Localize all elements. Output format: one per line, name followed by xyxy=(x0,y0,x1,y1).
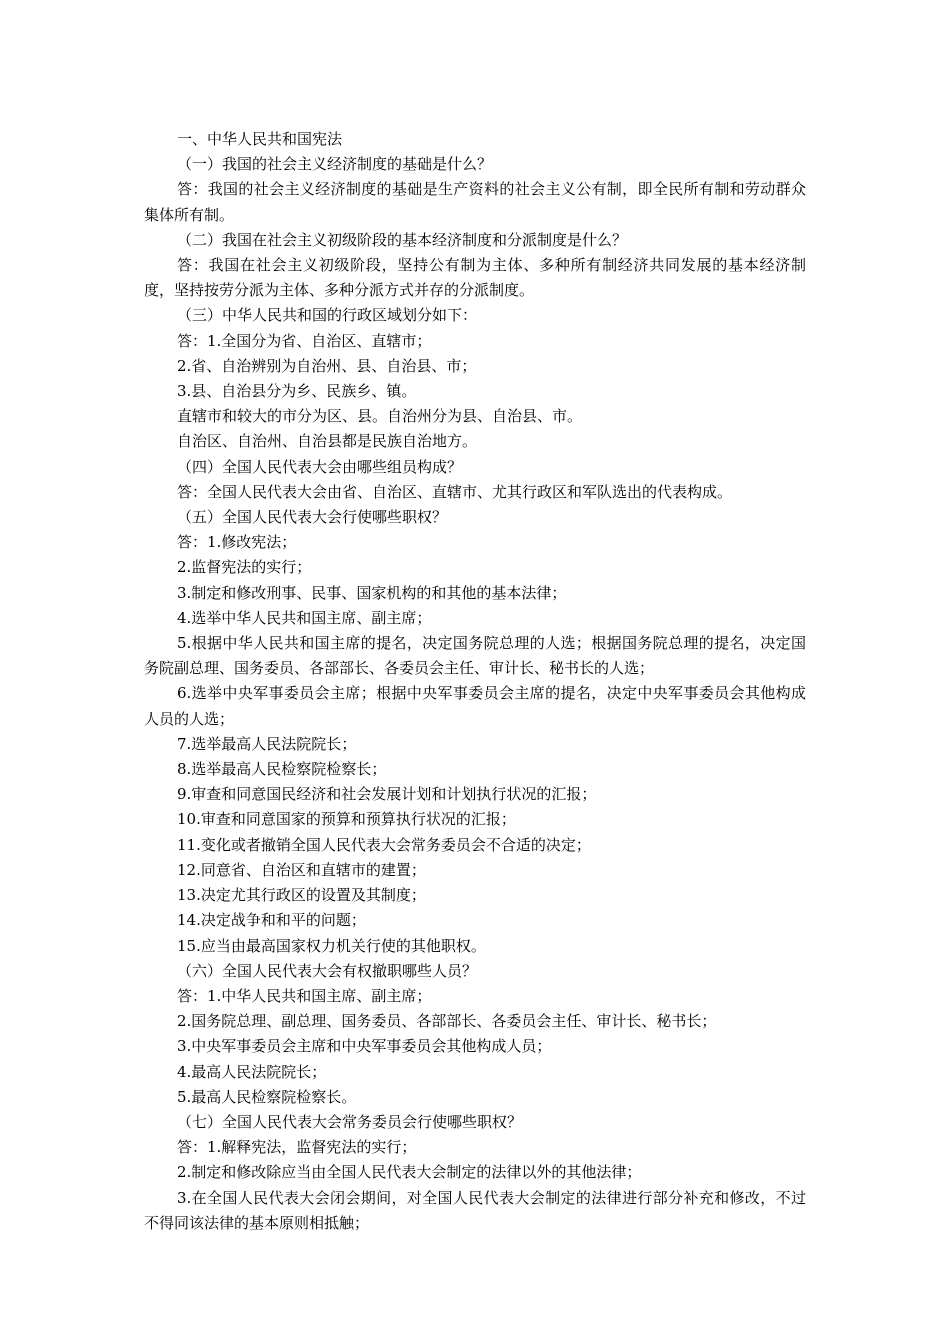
answer-5-item: 4.选举中华人民共和国主席、副主席； xyxy=(177,608,432,627)
answer-6-item: 答：1.中华人民共和国主席、副主席； xyxy=(177,986,432,1005)
answer-5-item: 11.变化或者撤销全国人民代表大会常务委员会不合适的决定； xyxy=(177,835,591,854)
answer-5-item: 9.审查和同意国民经济和社会发展计划和计划执行状况的汇报； xyxy=(177,785,597,804)
answer-7-item: 3.在全国人民代表大会闭会期间，对全国人民代表大会制定的法律进行部分补充和修改，不过不得同该法律的基本原则相抵触； xyxy=(144,1188,806,1232)
answer-6-item: 5.最高人民检察院检察长。 xyxy=(177,1087,357,1106)
document-page xyxy=(144,127,806,1236)
answer-7-item: 2.制定和修改除应当由全国人民代表大会制定的法律以外的其他法律； xyxy=(177,1163,642,1182)
answer-6-item: 3.中央军事委员会主席和中央军事委员会其他构成人员； xyxy=(177,1037,552,1056)
answer-4: 答：全国人民代表大会由省、自治区、直辖市、尤其行政区和军队选出的代表构成。 xyxy=(177,482,733,501)
question-7: （七）全国人民代表大会常务委员会行使哪些职权？ xyxy=(177,1112,523,1131)
answer-3-item: 答：1.全国分为省、自治区、直辖市； xyxy=(177,331,432,350)
answer-3-item: 直辖市和较大的市分为区、县。自治州分为县、自治县、市。 xyxy=(177,407,583,426)
answer-5-item: 5.根据中华人民共和国主席的提名，决定国务院总理的人选；根据国务院总理的提名，决定国务院副总理、国务委员、各部部长、各委员会主任、审计长、秘书长的人选； xyxy=(144,634,806,678)
answer-5-item: 答：1.修改宪法； xyxy=(177,533,297,552)
answer-3-item: 2.省、自治辨别为自治州、县、自治县、市； xyxy=(177,356,477,375)
answer-5-item: 3.制定和修改刑事、民事、国家机构的和其他的基本法律； xyxy=(177,583,567,602)
answer-5-item: 12.同意省、自治区和直辖市的建置； xyxy=(177,860,426,879)
question-1: （一）我国的社会主义经济制度的基础是什么？ xyxy=(177,155,493,174)
answer-6-item: 2.国务院总理、副总理、国务委员、各部部长、各委员会主任、审计长、秘书长； xyxy=(177,1012,717,1031)
question-5: （五）全国人民代表大会行使哪些职权？ xyxy=(177,508,448,527)
answer-3-item: 3.县、自治县分为乡、民族乡、镇。 xyxy=(177,382,417,401)
question-2: （二）我国在社会主义初级阶段的基本经济制度和分派制度是什么？ xyxy=(177,230,628,249)
question-4: （四）全国人民代表大会由哪些组员构成？ xyxy=(177,457,463,476)
answer-5-item: 13.决定尤其行政区的设置及其制度； xyxy=(177,886,426,905)
answer-5-item: 6.选举中央军事委员会主席；根据中央军事委员会主席的提名，决定中央军事委员会其他构成人员的人选； xyxy=(144,684,806,728)
answer-5-item: 14.决定战争和和平的问题； xyxy=(177,911,366,930)
answer-5-item: 8.选举最高人民检察院检察长； xyxy=(177,760,387,779)
answer-6-item: 4.最高人民法院院长； xyxy=(177,1062,327,1081)
answer-5-item: 2.监督宪法的实行； xyxy=(177,558,312,577)
answer-5-item: 7.选举最高人民法院院长； xyxy=(177,734,357,753)
question-6: （六）全国人民代表大会有权撤职哪些人员？ xyxy=(177,961,478,980)
section-heading: 一、中华人民共和国宪法 xyxy=(177,130,343,148)
answer-3-item: 自治区、自治州、自治县都是民族自治地方。 xyxy=(177,432,478,451)
answer-5-item: 15.应当由最高国家权力机关行使的其他职权。 xyxy=(177,936,486,955)
answer-7-item: 答：1.解释宪法，监督宪法的实行； xyxy=(177,1138,417,1157)
answer-1: 答：我国的社会主义经济制度的基础是生产资料的社会主义公有制，即全民所有制和劳动群众集体所有制。 xyxy=(144,180,806,224)
question-3: （三）中华人民共和国的行政区域划分如下： xyxy=(177,306,478,325)
answer-2: 答：我国在社会主义初级阶段，坚持公有制为主体、多种所有制经济共同发展的基本经济制度，坚持按劳分派为主体、多种分派方式并存的分派制度。 xyxy=(144,256,806,300)
answer-5-item: 10.审查和同意国家的预算和预算执行状况的汇报； xyxy=(177,810,516,829)
